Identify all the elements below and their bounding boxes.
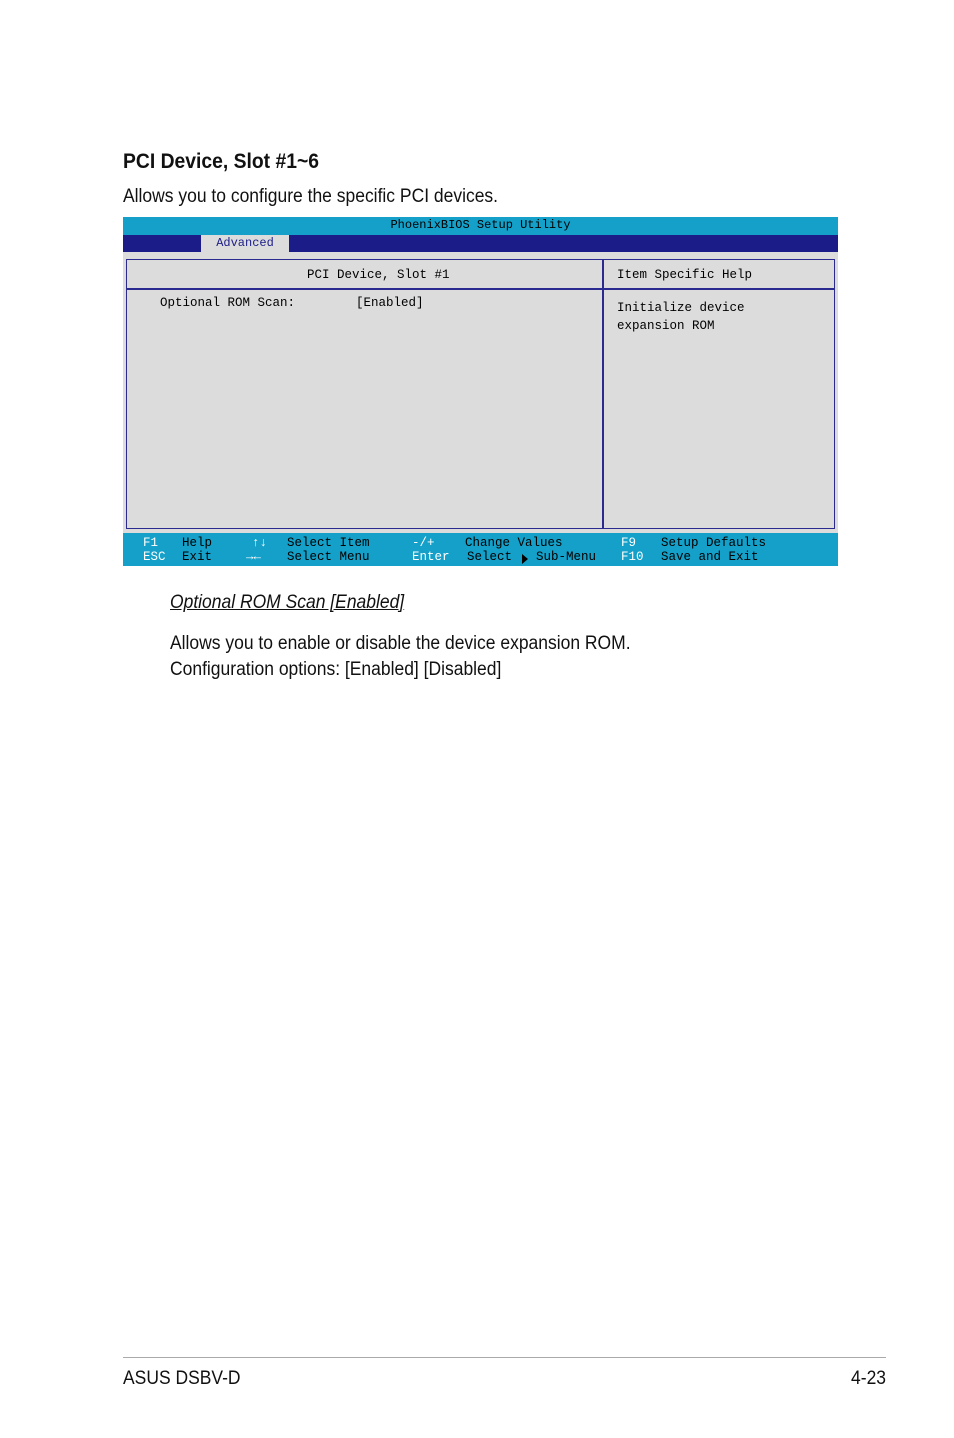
footer-rule	[123, 1357, 886, 1358]
key-leftright-desc: Select Menu	[287, 550, 370, 564]
bios-help-line-2: expansion ROM	[617, 319, 715, 333]
option-description-line-1: Allows you to enable or disable the device expansion ROM.	[170, 633, 631, 654]
panel-divider	[602, 259, 604, 529]
bios-key-legend	[123, 533, 838, 566]
key-plusminus: -/+	[412, 536, 435, 550]
up-down-arrows-icon: ↑↓	[252, 536, 268, 550]
key-enter-desc: Select	[467, 550, 513, 564]
left-right-arrows-icon: →←	[246, 550, 262, 564]
panel-title-separator	[126, 288, 835, 290]
key-f9-desc: Setup Defaults	[661, 536, 767, 550]
bios-item-value[interactable]: [Enabled]	[356, 296, 424, 310]
bios-item-label: Optional ROM Scan:	[160, 296, 296, 310]
section-intro: Allows you to configure the specific PCI devices.	[123, 186, 499, 207]
bios-help-title: Item Specific Help	[617, 268, 753, 282]
key-updown-desc: Select Item	[287, 536, 370, 550]
key-f1-desc: Help	[182, 536, 213, 550]
section-heading: PCI Device, Slot #1~6	[123, 150, 319, 173]
key-submenu-desc: Sub-Menu	[536, 550, 597, 564]
key-esc: ESC	[143, 550, 166, 564]
bios-screenshot	[123, 217, 838, 566]
footer-product: ASUS DSBV-D	[123, 1368, 241, 1389]
option-description-line-2: Configuration options: [Enabled] [Disabled]	[170, 659, 502, 680]
bios-help-line-1: Initialize device	[617, 301, 745, 315]
bios-tab-advanced[interactable]: Advanced	[201, 235, 289, 252]
key-f10-desc: Save and Exit	[661, 550, 759, 564]
option-title: Optional ROM Scan [Enabled]	[170, 592, 405, 613]
footer-page-number: 4-23	[851, 1368, 886, 1389]
bios-panel-title: PCI Device, Slot #1	[307, 268, 450, 282]
bios-title-bar: PhoenixBIOS Setup Utility	[123, 217, 838, 235]
triangle-right-icon	[522, 554, 528, 564]
key-f1: F1	[143, 536, 159, 550]
key-f10: F10	[621, 550, 644, 564]
key-esc-desc: Exit	[182, 550, 213, 564]
key-f9: F9	[621, 536, 637, 550]
option-description	[170, 631, 631, 683]
key-enter: Enter	[412, 550, 450, 564]
key-plusminus-desc: Change Values	[465, 536, 563, 550]
